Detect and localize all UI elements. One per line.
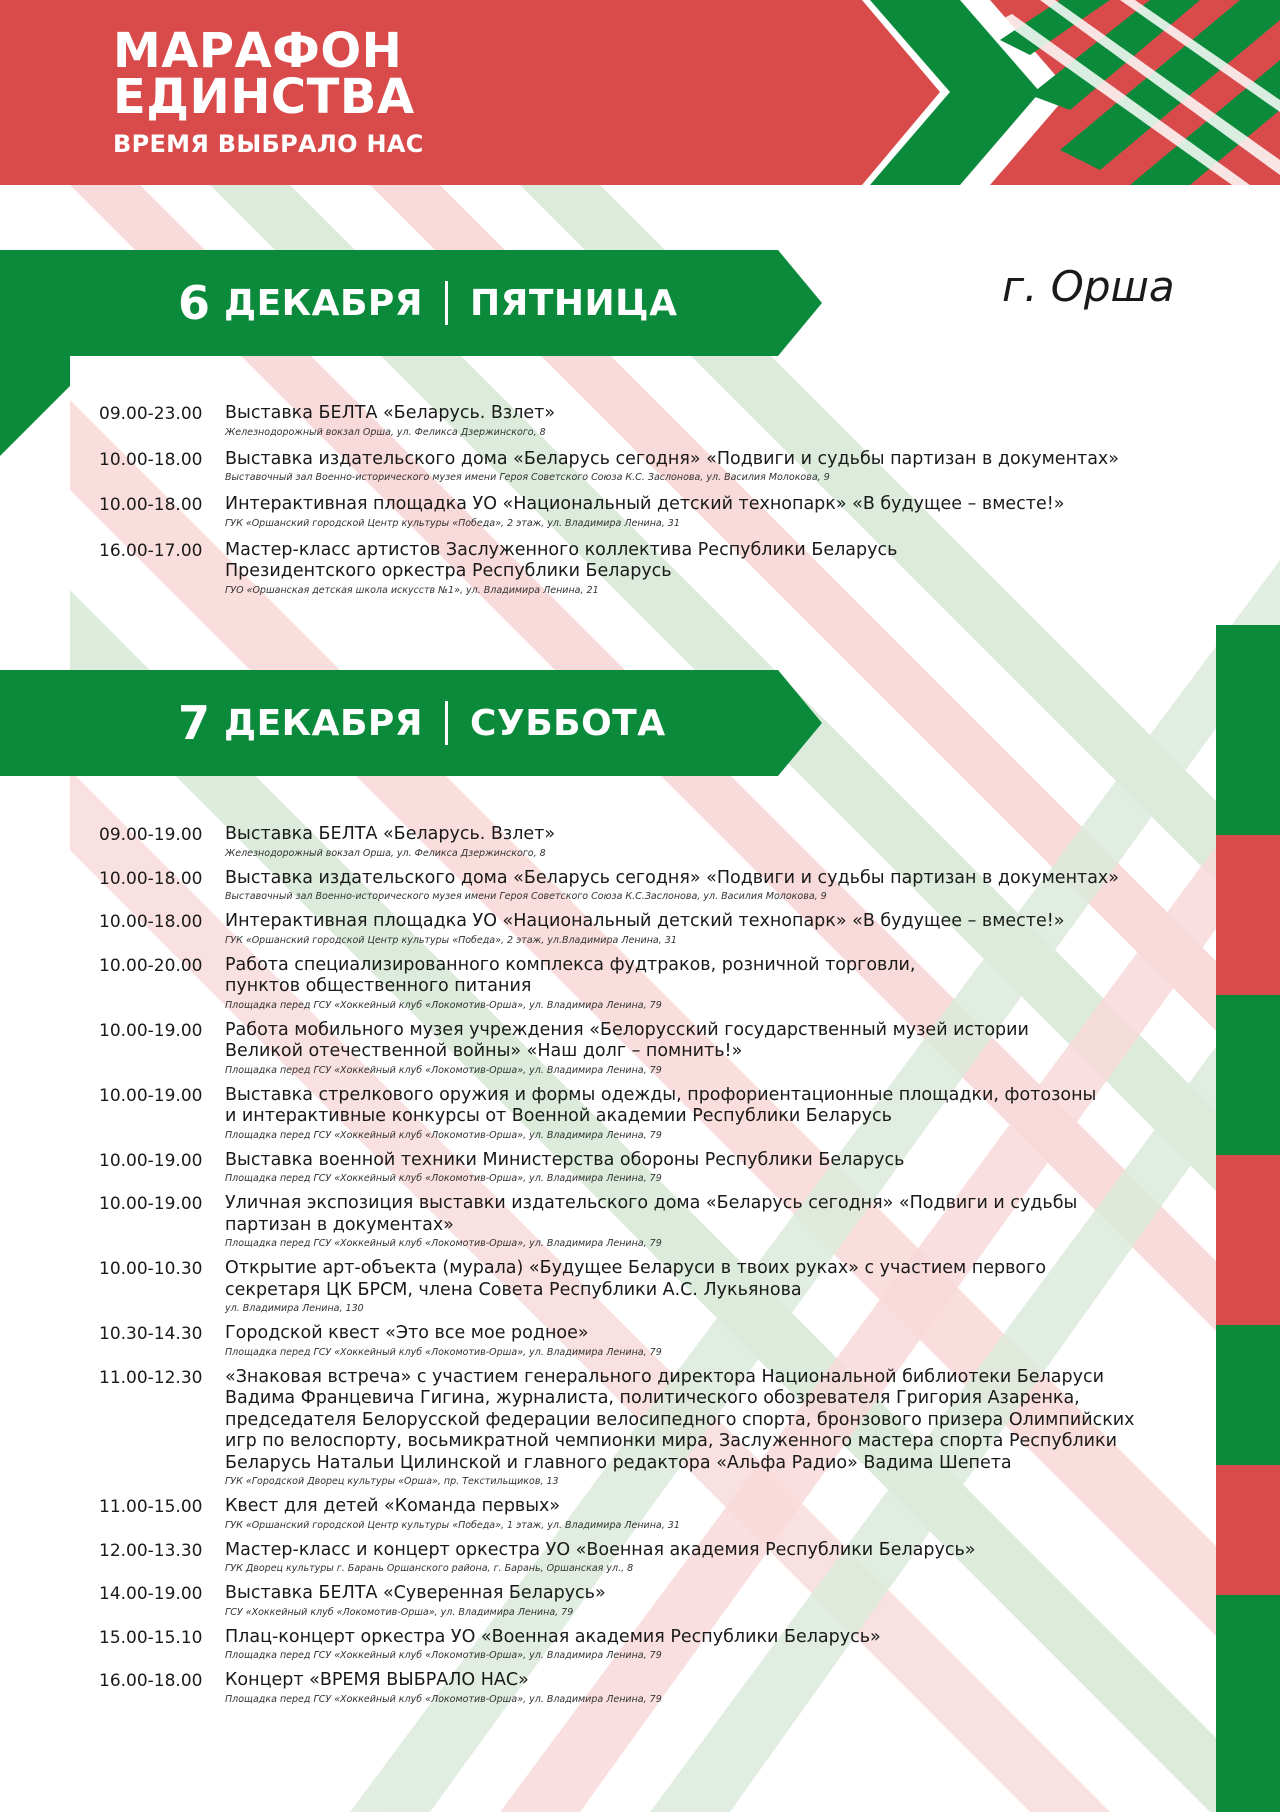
event-location: ГУК «Оршанский городской Центр культуры «Победа», 2 этаж, ул.Владимира Ленина, 31 [225,934,677,946]
event-time: 10.00-19.00 [99,1020,203,1041]
schedule-event [99,1367,1199,1489]
event-time: 10.00-19.00 [99,1194,203,1214]
event-title: Выставка БЕЛТА «Суверенная Беларусь» [225,1583,606,1603]
event-details [225,540,1199,597]
event-time: 11.00-12.30 [99,1367,203,1388]
schedule-event [99,1323,1199,1359]
schedule-6-december [99,403,1199,607]
schedule-event [99,1085,1199,1142]
event-details [225,868,1199,904]
event-title: Уличная экспозиция выставки издательского дома «Беларусь сегодня» «Подвиги и судьбы партизан в документах» [225,1193,1078,1235]
event-title: Работа мобильного музея учреждения «Белорусский государственный музей истории Великой отечественной войны» «Наш долг – помнить!» [225,1019,1029,1061]
event-title: Открытие арт-объекта (мурала) «Будущее Беларуси в твоих руках» с участием первого секретаря ЦК БРСМ, члена Совета Республики А.С. Лукьянова [225,1258,1047,1300]
event-location: Площадка перед ГСУ «Хоккейный клуб «Локомотив-Орша», ул. Владимира Ленина, 79 [225,1693,662,1705]
event-time: 12.00-13.30 [99,1540,203,1561]
event-details [225,403,1199,439]
event-location: Площадка перед ГСУ «Хоккейный клуб «Локомотив-Орша», ул. Владимира Ленина, 79 [225,999,662,1011]
event-time: 16.00-18.00 [99,1671,203,1691]
event-location: ГУК «Оршанский городской Центр культуры «Победа», 1 этаж, ул. Владимира Ленина, 31 [225,1519,680,1531]
event-details [225,1496,1199,1532]
event-location: Площадка перед ГСУ «Хоккейный клуб «Локомотив-Орша», ул. Владимира Ленина, 79 [225,1129,662,1141]
schedule-event [99,1540,1199,1576]
event-details [225,1258,1199,1315]
event-title: Выставка военной техники Министерства обороны Республики Беларусь [225,1149,905,1170]
schedule-event [99,403,1199,439]
event-details [225,1020,1199,1077]
schedule-event [99,1258,1199,1315]
event-details [225,1367,1199,1489]
event-details [225,911,1199,947]
day-header-6-december [0,250,822,356]
event-time: 10.00-19.00 [99,1150,203,1171]
event-title: Интерактивная площадка УО «Национальный детский технопарк» «В будущее – вместе!» [225,911,1065,931]
schedule-event [99,955,1199,1012]
schedule-event [99,1020,1199,1077]
event-location: Площадка перед ГСУ «Хоккейный клуб «Локомотив-Орша», ул. Владимира Ленина, 79 [225,1173,662,1184]
event-title: Мастер-класс артистов Заслуженного коллектива Республики Беларусь Президентского оркестра Республики Беларусь [225,539,898,581]
event-title: МАРАФОН ЕДИНСТВА [113,23,415,125]
day-number: 7 [178,696,211,750]
event-subtitle: ВРЕМЯ ВЫБРАЛО НАС [113,130,424,158]
event-title: Городской квест «Это все мое родное» [225,1323,589,1343]
event-location: ГСУ «Хоккейный клуб «Локомотив-Орша», ул. Владимира Ленина, 79 [225,1606,574,1618]
schedule-event [99,1193,1199,1250]
day-bar-fold [0,356,70,496]
event-location: ГУК Дворец культуры г. Барань Оршанского района, г. Барань, Оршанская ул., 8 [225,1563,634,1574]
event-title: Выставка издательского дома «Беларусь сегодня» «Подвиги и судьбы партизан в документах» [225,867,1119,888]
schedule-event [99,824,1199,860]
event-details [225,1323,1199,1359]
day-header-7-december [0,670,822,776]
schedule-event [99,868,1199,904]
schedule-event [99,1627,1199,1663]
event-title: Квест для детей «Команда первых» [225,1496,561,1516]
event-location: Площадка перед ГСУ «Хоккейный клуб «Локомотив-Орша», ул. Владимира Ленина, 79 [225,1064,662,1076]
event-time: 10.00-18.00 [99,868,203,889]
event-title: Выставка БЕЛТА «Беларусь. Взлет» [225,403,556,423]
schedule-event [99,1670,1199,1706]
event-details [225,449,1199,485]
event-location: ГУО «Оршанская детская школа искусств №1», ул. Владимира Ленина, 21 [225,584,599,596]
event-location: Площадка перед ГСУ «Хоккейный клуб «Локомотив-Орша», ул. Владимира Ленина, 79 [225,1346,662,1358]
event-location: Железнодорожный вокзал Орша, ул. Феликса Дзержинского, 8 [225,426,546,438]
event-title: Выставка издательского дома «Беларусь сегодня» «Подвиги и судьбы партизан в документах» [225,448,1119,469]
event-time: 10.30-14.30 [99,1324,203,1344]
event-location: Железнодорожный вокзал Орша, ул. Феликса Дзержинского, 8 [225,847,546,859]
event-time: 14.00-19.00 [99,1584,203,1604]
event-time: 09.00-19.00 [99,825,203,845]
event-time: 09.00-23.00 [99,404,203,424]
event-location: Площадка перед ГСУ «Хоккейный клуб «Локомотив-Орша», ул. Владимира Ленина, 79 [225,1238,662,1249]
schedule-event [99,1583,1199,1619]
event-details [225,494,1199,530]
event-details [225,1583,1199,1619]
day-weekday: ПЯТНИЦА [470,282,678,324]
event-location: ГУК «Городской Дворец культуры «Орша», пр. Текстильщиков, 13 [225,1476,559,1487]
event-location: ГУК «Оршанский городской Центр культуры «Победа», 2 этаж, ул. Владимира Ленина, 31 [225,517,680,529]
event-time: 15.00-15.10 [99,1627,203,1648]
event-location: Площадка перед ГСУ «Хоккейный клуб «Локомотив-Орша», ул. Владимира Ленина, 79 [225,1650,662,1661]
event-location: ул. Владимира Ленина, 130 [225,1303,364,1314]
schedule-event [99,449,1199,485]
event-title: Работа специализированного комплекса фудтраков, розничной торговли, пунктов общественного питания [225,954,916,996]
event-details [225,1085,1199,1142]
event-title: Мастер-класс и концерт оркестра УО «Военная академия Республики Беларусь» [225,1539,976,1560]
event-time: 11.00-15.00 [99,1497,203,1517]
event-location: Выставочный зал Военно-исторического музея имени Героя Советского Союза К.С.Заслонова, ул. Василия Молокова, 9 [225,891,827,902]
event-details [225,1670,1199,1706]
event-location: Выставочный зал Военно-исторического музея имени Героя Советского Союза К.С. Заслонова, ул. Василия Молокова, 9 [225,472,830,483]
event-time: 10.00-18.00 [99,449,203,470]
event-time: 10.00-10.30 [99,1259,203,1279]
schedule-event [99,911,1199,947]
event-title: Выставка БЕЛТА «Беларусь. Взлет» [225,824,556,844]
day-month: ДЕКАБРЯ [224,702,424,744]
event-time: 10.00-20.00 [99,955,203,976]
event-details [225,1627,1199,1663]
header-banner [0,0,1280,185]
event-title: Выставка стрелкового оружия и формы одежды, профориентационные площадки, фотозоны и интерактивные конкурсы от Военной академии Республики Беларусь [225,1084,1097,1126]
event-time: 10.00-19.00 [99,1085,203,1106]
event-details [225,824,1199,860]
day-weekday: СУББОТА [470,702,666,744]
day-number: 6 [178,276,211,330]
event-title: Интерактивная площадка УО «Национальный детский технопарк» «В будущее – вместе!» [225,494,1065,514]
schedule-event [99,494,1199,530]
event-title: Концерт «ВРЕМЯ ВЫБРАЛО НАС» [225,1670,529,1690]
schedule-7-december [99,824,1199,1714]
schedule-event [99,1150,1199,1186]
day-separator [445,281,448,325]
event-details [225,955,1199,1012]
schedule-event [99,1496,1199,1532]
event-details [225,1540,1199,1576]
event-time: 10.00-18.00 [99,495,203,515]
event-time: 10.00-18.00 [99,912,203,932]
day-month: ДЕКАБРЯ [224,282,424,324]
event-time: 16.00-17.00 [99,540,203,561]
event-title: Плац-концерт оркестра УО «Военная академия Республики Беларусь» [225,1626,881,1647]
city-name: г. Орша [1002,262,1175,311]
event-title: «Знаковая встреча» с участием генерального директора Национальной библиотеки Беларуси Вадима Францевича Гигина, журналиста, политического обозревателя Григория Азаренка, председателя Белорусской федерации велосипедного спорта, бронзового призера Олимпийских игр по велоспорту, восьмикратной чемпионки мира, Заслуженного мастера спорта Республики Беларусь Натальи Цилинской и главного редактора «Альфа Радио» Вадима Шепета [225,1366,1135,1473]
schedule-event [99,540,1199,597]
day-separator [445,701,448,745]
event-details [225,1150,1199,1186]
event-details [225,1193,1199,1250]
